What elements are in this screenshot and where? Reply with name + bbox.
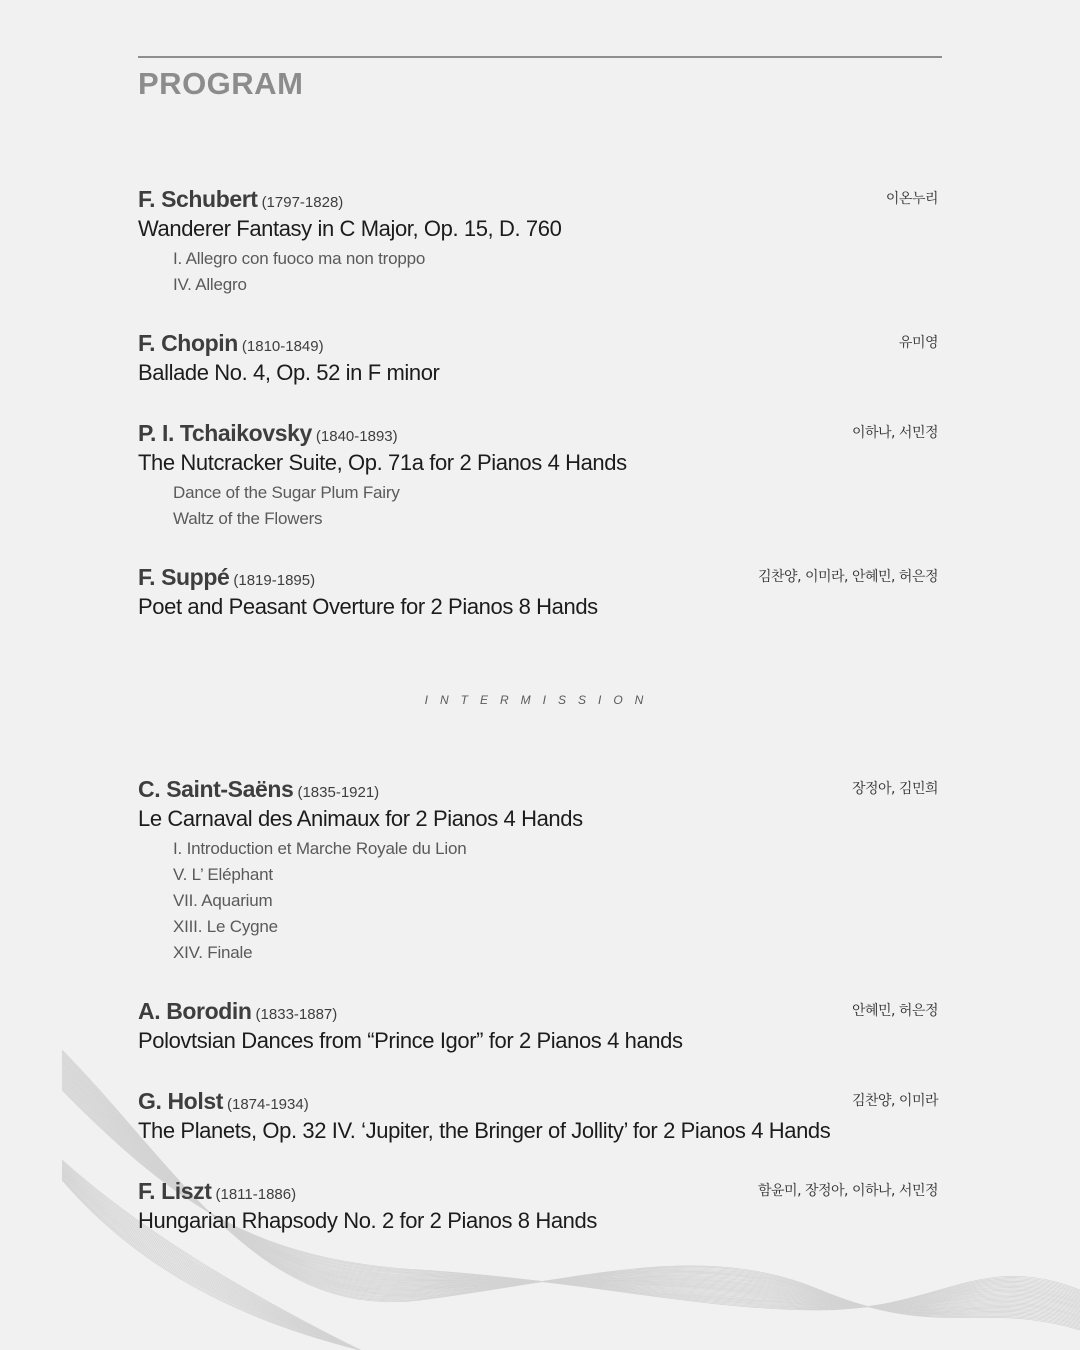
composer-years: (1819-1895) xyxy=(233,572,316,589)
composer-years: (1874-1934) xyxy=(226,1096,309,1113)
movement-item: Waltz of the Flowers xyxy=(173,509,323,528)
composer-name: P. I. Tchaikovsky xyxy=(138,420,312,446)
program-item-chopin xyxy=(138,328,942,388)
movement-item: XIII. Le Cygne xyxy=(173,917,278,936)
composer-line xyxy=(138,774,942,804)
performer-names: 이온누리 xyxy=(885,191,938,207)
intermission-label: INTERMISSION xyxy=(424,693,656,707)
movement-item: Dance of the Sugar Plum Fairy xyxy=(173,483,400,502)
composer-line xyxy=(138,328,942,358)
movement-item: I. Allegro con fuoco ma non troppo xyxy=(173,249,426,268)
movement-list xyxy=(173,836,942,966)
composer-line xyxy=(138,184,942,214)
composer-line xyxy=(138,1086,942,1116)
composer-line xyxy=(138,996,942,1026)
piece-title: The Planets, Op. 32 IV. ‘Jupiter, the Bringer of Jollity’ for 2 Pianos 4 Hands xyxy=(138,1118,831,1143)
composer-name: F. Suppé xyxy=(138,564,230,590)
composer-years: (1811-1886) xyxy=(215,1186,297,1203)
movement-item: XIV. Finale xyxy=(173,943,253,962)
composer-years: (1833-1887) xyxy=(255,1006,338,1023)
composer-line xyxy=(138,1176,942,1206)
composer-name: F. Liszt xyxy=(138,1178,212,1204)
composer-name: A. Borodin xyxy=(138,998,252,1024)
movement-list xyxy=(173,480,942,532)
page-heading: PROGRAM xyxy=(138,66,304,101)
composer-name: G. Holst xyxy=(138,1088,223,1114)
piece-title: Poet and Peasant Overture for 2 Pianos 8 Hands xyxy=(138,594,598,619)
piece-title: Ballade No. 4, Op. 52 in F minor xyxy=(138,360,440,385)
program-item-liszt xyxy=(138,1176,942,1236)
performer-names: 안혜민, 허은정 xyxy=(851,1003,938,1019)
piece-title: Hungarian Rhapsody No. 2 for 2 Pianos 8 Hands xyxy=(138,1208,597,1233)
performer-names: 유미영 xyxy=(898,335,938,351)
movement-item: V. L’ Eléphant xyxy=(173,865,273,884)
composer-name: F. Chopin xyxy=(138,330,238,356)
program-item-suppe xyxy=(138,562,942,622)
movement-list xyxy=(173,246,942,298)
piece-title: Le Carnaval des Animaux for 2 Pianos 4 Hands xyxy=(138,806,583,831)
performer-names: 장정아, 김민희 xyxy=(851,781,938,797)
program-item-saint-saens xyxy=(138,774,942,966)
performer-names: 함윤미, 장정아, 이하나, 서민정 xyxy=(758,1183,938,1199)
program-item-tchaikovsky xyxy=(138,418,942,532)
composer-years: (1797-1828) xyxy=(261,194,344,211)
movement-item: IV. Allegro xyxy=(173,275,247,294)
composer-name: F. Schubert xyxy=(138,186,258,212)
composer-name: C. Saint-Saëns xyxy=(138,776,294,802)
piece-title: Wanderer Fantasy in C Major, Op. 15, D. 760 xyxy=(138,216,562,241)
piece-title: Polovtsian Dances from “Prince Igor” for 2 Pianos 4 hands xyxy=(138,1028,683,1053)
composer-years: (1835-1921) xyxy=(297,784,380,801)
composer-line xyxy=(138,562,942,592)
performer-names: 김찬양, 이미라, 안혜민, 허은정 xyxy=(758,569,938,585)
performer-names: 이하나, 서민정 xyxy=(851,425,938,441)
program-item-schubert xyxy=(138,184,942,298)
composer-years: (1840-1893) xyxy=(315,428,398,445)
program-item-borodin xyxy=(138,996,942,1056)
composer-line xyxy=(138,418,942,448)
top-divider-line xyxy=(138,56,942,58)
program-item-holst xyxy=(138,1086,942,1146)
movement-item: VII. Aquarium xyxy=(173,891,273,910)
piece-title: The Nutcracker Suite, Op. 71a for 2 Pianos 4 Hands xyxy=(138,450,627,475)
composer-years: (1810-1849) xyxy=(241,338,324,355)
movement-item: I. Introduction et Marche Royale du Lion xyxy=(173,839,467,858)
performer-names: 김찬양, 이미라 xyxy=(851,1093,938,1109)
